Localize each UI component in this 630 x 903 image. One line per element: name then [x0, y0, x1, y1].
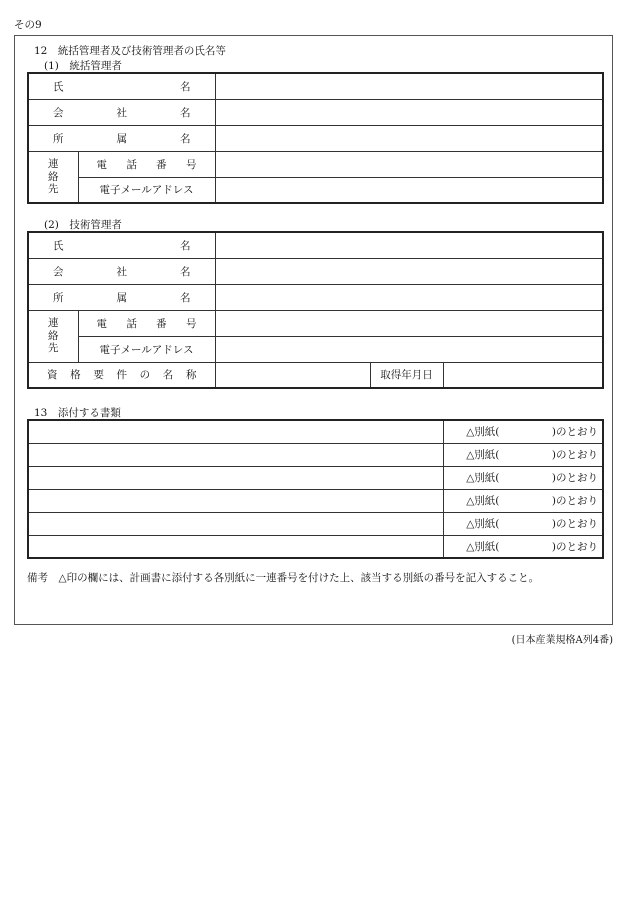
supervisor-phone-field[interactable] [215, 151, 603, 177]
acquired-date-field[interactable] [443, 362, 603, 388]
table-row [28, 466, 603, 489]
remarks-note: 備考 △印の欄には、計画書に添付する各別紙に一連番号を付けた上、該当する別紙の番号を記入すること。 [27, 572, 540, 584]
supervisor-table [27, 72, 604, 204]
tech-manager-name-field[interactable] [215, 232, 603, 258]
qualification-label: 資 格 要 件 の 名 称 [28, 362, 215, 388]
qualification-field[interactable] [215, 362, 370, 388]
table-row [28, 535, 603, 558]
attachment-field[interactable] [28, 489, 443, 512]
table-row [28, 151, 603, 177]
jis-size-note: (日本産業規格A列4番) [511, 635, 613, 646]
table-row [28, 73, 603, 99]
attachment-field[interactable] [28, 466, 443, 489]
attachment-ref: △別紙( )のとおり [443, 443, 603, 466]
supervisor-name-field[interactable] [215, 73, 603, 99]
phone-label: 電 話 番 号 [78, 310, 215, 336]
section-12-1-title: (1) 統括管理者 [44, 60, 122, 72]
attachment-ref: △別紙( )のとおり [443, 489, 603, 512]
section-12-title: 12 統括管理者及び技術管理者の氏名等 [34, 45, 226, 57]
tech-manager-table [27, 231, 604, 389]
phone-label: 電 話 番 号 [78, 151, 215, 177]
tech-manager-dept-field[interactable] [215, 284, 603, 310]
dept-label: 所 属 名 [28, 125, 215, 151]
attachment-field[interactable] [28, 420, 443, 443]
tech-manager-phone-field[interactable] [215, 310, 603, 336]
tech-manager-company-field[interactable] [215, 258, 603, 284]
page-label: その9 [14, 19, 42, 31]
table-row [28, 232, 603, 258]
company-label: 会 社 名 [28, 258, 215, 284]
attachments-table [27, 419, 604, 559]
supervisor-email-field[interactable] [215, 177, 603, 203]
name-label: 氏 名 [28, 73, 215, 99]
name-label: 氏 名 [28, 232, 215, 258]
table-row [28, 336, 603, 362]
contact-label: 連 絡 先 [28, 151, 78, 203]
attachment-field[interactable] [28, 443, 443, 466]
section-12-2-title: (2) 技術管理者 [44, 219, 122, 231]
attachment-field[interactable] [28, 512, 443, 535]
tech-manager-email-field[interactable] [215, 336, 603, 362]
acquired-date-label: 取得年月日 [370, 362, 443, 388]
attachment-ref: △別紙( )のとおり [443, 466, 603, 489]
attachment-ref: △別紙( )のとおり [443, 420, 603, 443]
table-row [28, 284, 603, 310]
supervisor-company-field[interactable] [215, 99, 603, 125]
email-label: 電子メールアドレス [78, 177, 215, 203]
table-row [28, 258, 603, 284]
attachment-ref: △別紙( )のとおり [443, 512, 603, 535]
table-row [28, 489, 603, 512]
table-row [28, 177, 603, 203]
email-label: 電子メールアドレス [78, 336, 215, 362]
table-row [28, 125, 603, 151]
dept-label: 所 属 名 [28, 284, 215, 310]
attachment-field[interactable] [28, 535, 443, 558]
table-row [28, 310, 603, 336]
table-row [28, 512, 603, 535]
attachment-ref: △別紙( )のとおり [443, 535, 603, 558]
supervisor-dept-field[interactable] [215, 125, 603, 151]
company-label: 会 社 名 [28, 99, 215, 125]
contact-label: 連 絡 先 [28, 310, 78, 362]
section-13-title: 13 添付する書類 [34, 407, 121, 419]
table-row [28, 420, 603, 443]
table-row [28, 443, 603, 466]
table-row [28, 362, 603, 388]
table-row [28, 99, 603, 125]
